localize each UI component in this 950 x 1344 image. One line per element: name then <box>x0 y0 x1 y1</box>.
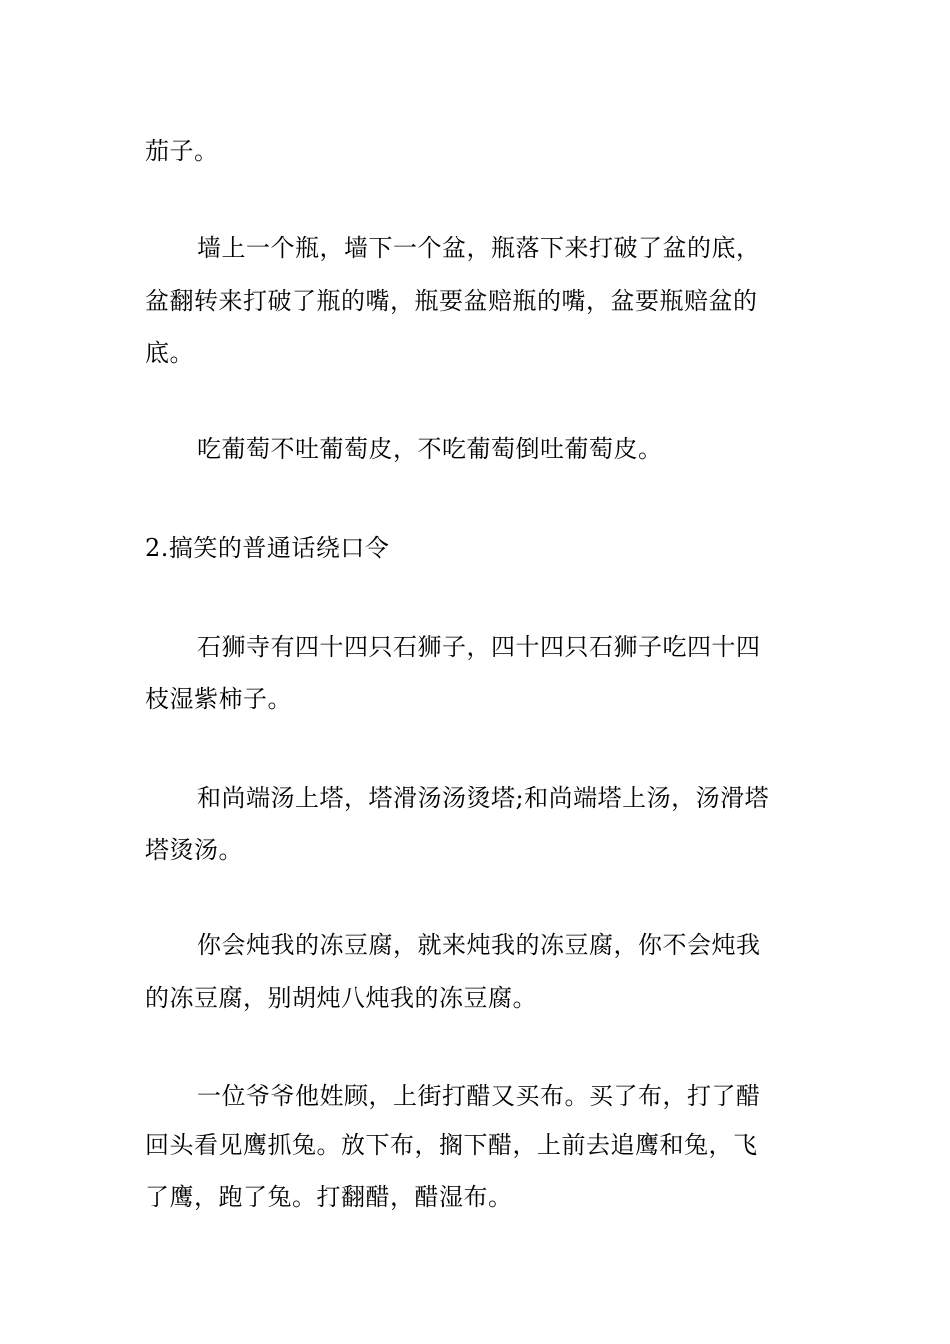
section-heading: 2.搞笑的普通话绕口令 <box>145 534 390 562</box>
paragraph-line: 盆翻转来打破了瓶的嘴，瓶要盆赔瓶的嘴，盆要瓶赔盆的 <box>145 287 758 315</box>
paragraph-line: 你会炖我的冻豆腐，就来炖我的冻豆腐，你不会炖我 <box>197 931 761 959</box>
paragraph-line: 枝湿紫柿子。 <box>145 685 292 713</box>
paragraph-line: 吃葡萄不吐葡萄皮，不吃葡萄倒吐葡萄皮。 <box>197 435 663 463</box>
paragraph-line: 和尚端汤上塔，塔滑汤汤烫塔;和尚端塔上汤，汤滑塔 <box>197 784 770 812</box>
paragraph-line: 底。 <box>145 339 194 367</box>
paragraph-line: 茄子。 <box>145 137 219 165</box>
paragraph-line: 的冻豆腐，别胡炖八炖我的冻豆腐。 <box>145 984 537 1012</box>
paragraph-line: 了鹰，跑了兔。打翻醋，醋湿布。 <box>145 1183 513 1211</box>
paragraph-line: 石狮寺有四十四只石狮子，四十四只石狮子吃四十四 <box>197 633 761 661</box>
paragraph-line: 回头看见鹰抓兔。放下布，搁下醋，上前去追鹰和兔，飞 <box>145 1131 758 1159</box>
paragraph-line: 一位爷爷他姓顾，上街打醋又买布。买了布，打了醋 <box>197 1082 761 1110</box>
paragraph-line: 塔烫汤。 <box>145 836 243 864</box>
paragraph-line: 墙上一个瓶，墙下一个盆，瓶落下来打破了盆的底， <box>197 234 761 262</box>
